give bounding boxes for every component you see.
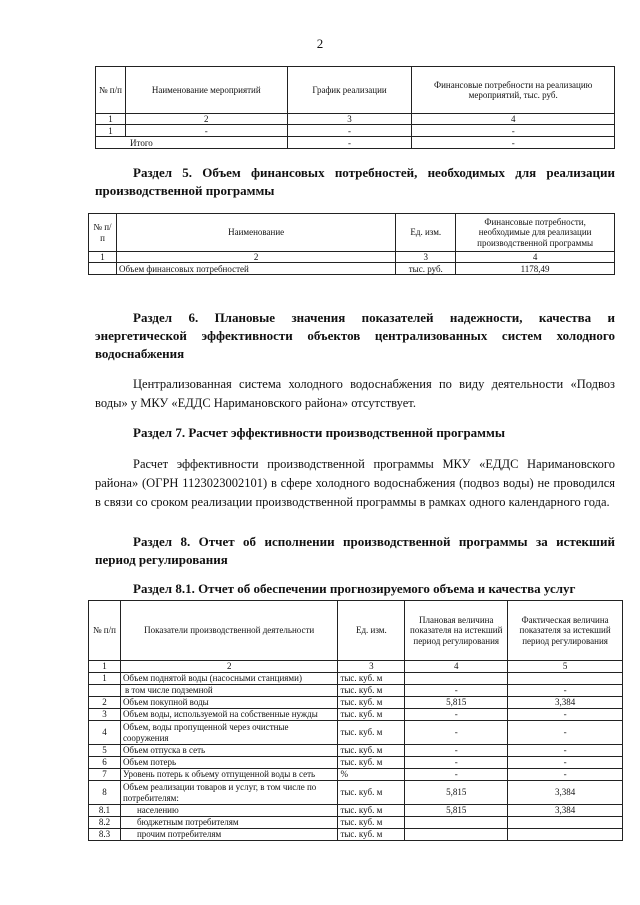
table-cell: Объем поднятой воды (насосными станциями) xyxy=(120,673,338,685)
table-header: Ед. изм. xyxy=(396,214,456,252)
table-cell: Объем покупной воды xyxy=(120,697,338,709)
table-cell xyxy=(508,817,623,829)
table-cell: 3 xyxy=(287,114,412,125)
table-cell: - xyxy=(405,757,508,769)
table-cell: 5 xyxy=(89,745,121,757)
table-cell: - xyxy=(508,757,623,769)
table-cell: 7 xyxy=(89,769,121,781)
table-cell xyxy=(405,673,508,685)
table-cell: бюджетным потребителям xyxy=(120,817,338,829)
table-cell: - xyxy=(405,709,508,721)
table-header: Финансовые потребности на реализацию мероприятий, тыс. руб. xyxy=(412,67,615,114)
table-cell: 4 xyxy=(412,114,615,125)
table-cell: тыс. куб. м xyxy=(338,829,405,841)
table-row xyxy=(89,757,623,769)
services-report-table xyxy=(88,600,623,841)
table-header: Показатели производственной деятельности xyxy=(120,601,338,661)
table-cell: 4 xyxy=(89,721,121,745)
table-cell: 3 xyxy=(89,709,121,721)
table-cell: 8.3 xyxy=(89,829,121,841)
table-header: Наименование мероприятий xyxy=(125,67,287,114)
table-row xyxy=(89,817,623,829)
table-cell: Объем финансовых потребностей xyxy=(116,263,395,275)
page-number: 2 xyxy=(316,36,324,51)
table-cell: тыс. куб. м xyxy=(338,805,405,817)
table-cell: - xyxy=(125,125,287,137)
table-cell: Объем реализации товаров и услуг, в том числе по потребителям: xyxy=(120,781,338,805)
table-cell: 1 xyxy=(96,114,126,125)
section6-title: Раздел 6. Плановые значения показателей надежности, качества и энергетической эффективности объектов централизованных систем холодного водоснабжения xyxy=(95,310,615,361)
table-row xyxy=(89,721,623,745)
table-cell: - xyxy=(287,137,412,149)
section8-title: Раздел 8. Отчет об исполнении производственной программы за истекший период регулирования xyxy=(95,534,615,567)
table-cell: Объем отпуска в сеть xyxy=(120,745,338,757)
table-cell: 1 xyxy=(96,125,126,137)
table-cell: - xyxy=(405,769,508,781)
total-label: Итого xyxy=(96,137,288,149)
table-cell: населению xyxy=(120,805,338,817)
table-cell: 8 xyxy=(89,781,121,805)
table-cell: 3,384 xyxy=(508,781,623,805)
table-row xyxy=(89,829,623,841)
table-cell: в том числе подземной xyxy=(120,685,338,697)
table-row xyxy=(89,697,623,709)
table-cell: 5,815 xyxy=(405,805,508,817)
table-cell: Объем воды, используемой на собственные нужды xyxy=(120,709,338,721)
table-cell: Объем потерь xyxy=(120,757,338,769)
table-cell: 3 xyxy=(338,661,405,673)
table-cell: - xyxy=(508,721,623,745)
table-header: Плановая величина показателя на истекший период регулирования xyxy=(405,601,508,661)
table-cell: 4 xyxy=(405,661,508,673)
table-cell: тыс. куб. м xyxy=(338,757,405,769)
table-header: № п/п xyxy=(89,214,117,252)
table-cell xyxy=(405,829,508,841)
table-cell: тыс. куб. м xyxy=(338,685,405,697)
table-cell: прочим потребителям xyxy=(120,829,338,841)
table-header: № п/п xyxy=(96,67,126,114)
table-header: № п/п xyxy=(89,601,121,661)
activities-table xyxy=(95,66,615,149)
table-cell: тыс. куб. м xyxy=(338,697,405,709)
table-cell: тыс. куб. м xyxy=(338,817,405,829)
table-cell xyxy=(405,817,508,829)
table-cell: - xyxy=(405,745,508,757)
table-row xyxy=(89,673,623,685)
table-cell: - xyxy=(508,745,623,757)
table-cell: 2 xyxy=(120,661,338,673)
section8-1-title: Раздел 8.1. Отчет об обеспечении прогнозируемого объема и качества услуг xyxy=(133,581,576,596)
table-cell: Объем, воды пропущенной через очистные сооружения xyxy=(120,721,338,745)
table-row xyxy=(89,769,623,781)
table-cell xyxy=(508,673,623,685)
table-cell: 3,384 xyxy=(508,805,623,817)
table-cell: 1 xyxy=(89,673,121,685)
table-cell: 1 xyxy=(89,252,117,263)
table-cell: 1 xyxy=(89,661,121,673)
table-cell: - xyxy=(405,721,508,745)
table-cell: 8.1 xyxy=(89,805,121,817)
section7-title: Раздел 7. Расчет эффективности производственной программы xyxy=(133,425,506,440)
table-cell xyxy=(508,829,623,841)
table-cell: 1178,49 xyxy=(456,263,615,275)
table-row xyxy=(89,745,623,757)
table-cell: 6 xyxy=(89,757,121,769)
table-cell: тыс. куб. м xyxy=(338,709,405,721)
table-cell: 2 xyxy=(125,114,287,125)
table-cell xyxy=(89,685,121,697)
table-cell: - xyxy=(412,125,615,137)
table-cell: 2 xyxy=(89,697,121,709)
table-cell: тыс. куб. м xyxy=(338,781,405,805)
table-cell: - xyxy=(405,685,508,697)
table-cell: 5,815 xyxy=(405,781,508,805)
financial-needs-table xyxy=(88,213,615,275)
table-cell: 3,384 xyxy=(508,697,623,709)
table-row xyxy=(89,709,623,721)
table-cell: % xyxy=(338,769,405,781)
table-header: Фактическая величина показателя за истекший период регулирования xyxy=(508,601,623,661)
table-cell: тыс. куб. м xyxy=(338,745,405,757)
table-row xyxy=(89,805,623,817)
table-cell: Уровень потерь к объему отпущенной воды в сеть xyxy=(120,769,338,781)
table-cell: - xyxy=(412,137,615,149)
table-cell: - xyxy=(508,709,623,721)
table-cell: 5,815 xyxy=(405,697,508,709)
table-cell xyxy=(89,263,117,275)
section7-text: Расчет эффективности производственной программы МКУ «ЕДДС Наримановского района» (ОГРН 1123023002101) в сфере холодного водоснабжения (подвоз воды) не проводился в связи со сроком реализации производственной программы в рамках одного календарного года. xyxy=(95,457,615,509)
table-header: Наименование xyxy=(116,214,395,252)
table-cell: тыс. куб. м xyxy=(338,721,405,745)
table-cell: 8.2 xyxy=(89,817,121,829)
table-cell: тыс. руб. xyxy=(396,263,456,275)
table-cell: 3 xyxy=(396,252,456,263)
table-cell: 5 xyxy=(508,661,623,673)
table-header: График реализации xyxy=(287,67,412,114)
table-cell: тыс. куб. м xyxy=(338,673,405,685)
section5-title: Раздел 5. Объем финансовых потребностей, необходимых для реализации производственной программы xyxy=(95,165,615,198)
table-cell: - xyxy=(287,125,412,137)
table-cell: 4 xyxy=(456,252,615,263)
table-row xyxy=(89,685,623,697)
table-cell: - xyxy=(508,769,623,781)
table-cell: 2 xyxy=(116,252,395,263)
table-header: Ед. изм. xyxy=(338,601,405,661)
table-row xyxy=(89,781,623,805)
table-cell: - xyxy=(508,685,623,697)
table-header: Финансовые потребности, необходимые для реализации производственной программы xyxy=(456,214,615,252)
section6-text: Централизованная система холодного водоснабжения по виду деятельности «Подвоз воды» у МКУ «ЕДДС Наримановского района» отсутствует. xyxy=(95,377,615,410)
